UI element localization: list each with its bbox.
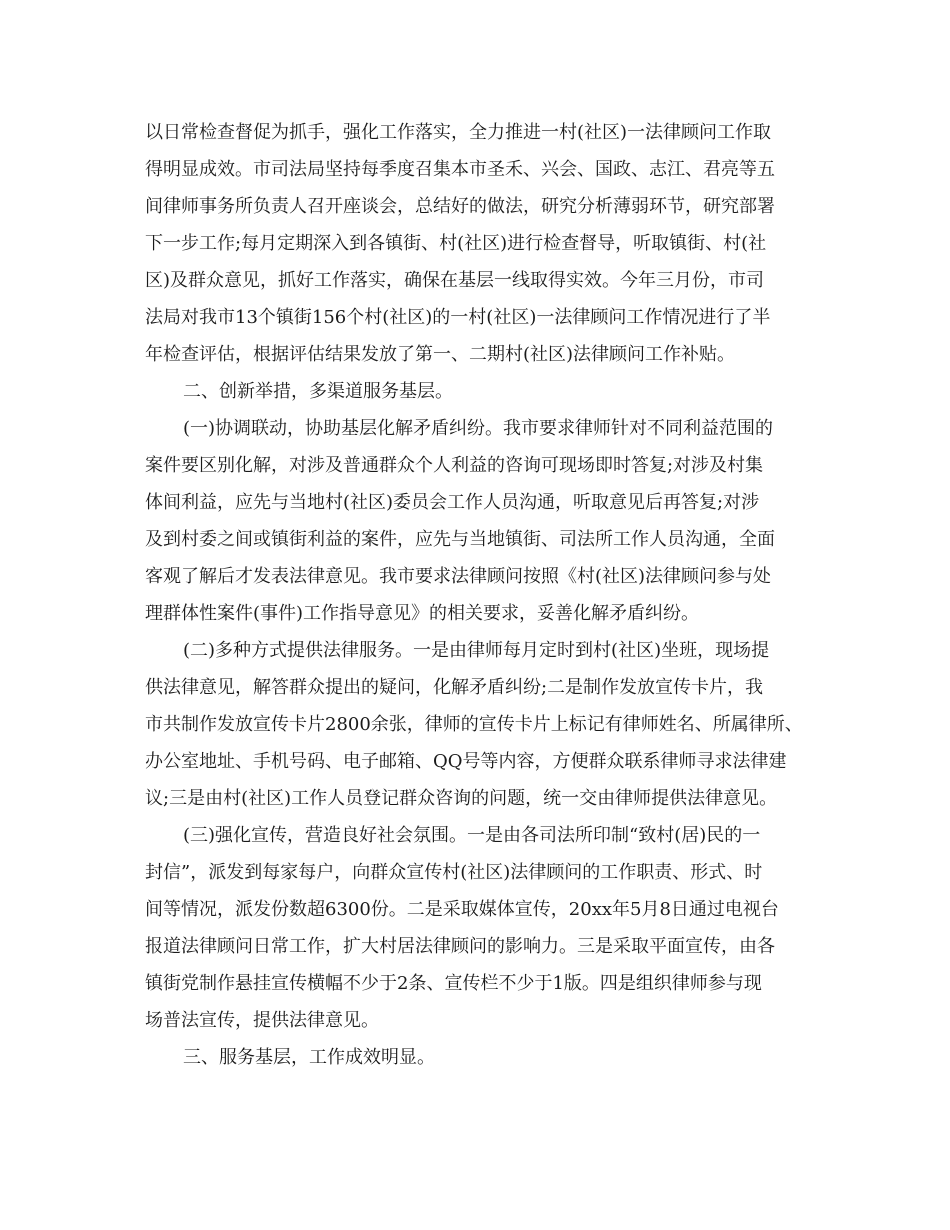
text-line: 市共制作发放宣传卡片2800余张，律师的宣传卡片上标记有律师姓名、所属律所、: [145, 714, 803, 735]
text-line: 体间利益，应先与当地村(社区)委员会工作人员沟通，听取意见后再答复;对涉: [145, 492, 760, 513]
text-line: 场普法宣传，提供法律意见。: [145, 1010, 379, 1031]
text-line: 以日常检查督促为抓手，强化工作落实，全力推进一村(社区)一法律顾问工作取: [145, 122, 772, 143]
text-line: 下一步工作;每月定期深入到各镇街、村(社区)进行检查督导，听取镇街、村(社: [145, 233, 767, 254]
text-line: (三)强化宣传，营造良好社会氛围。一是由各司法所印制“致村(居)民的一: [183, 825, 761, 846]
text-line: 镇街党制作悬挂宣传横幅不少于2条、宣传栏不少于1版。四是组织律师参与现: [145, 973, 762, 994]
text-line: 及到村委之间或镇街利益的案件，应先与当地镇街、司法所工作人员沟通，全面: [145, 529, 775, 550]
section-heading: 三、服务基层，工作成效明显。: [183, 1047, 435, 1068]
text-line: 案件要区别化解，对涉及普通群众个人利益的咨询可现场即时答复;对涉及村集: [145, 455, 764, 476]
text-line: 供法律意见，解答群众提出的疑问，化解矛盾纠纷;二是制作发放宣传卡片，我: [145, 677, 764, 698]
text-line: 议;三是由村(社区)工作人员登记群众咨询的问题，统一交由律师提供法律意见。: [145, 788, 778, 809]
section-heading: 二、创新举措，多渠道服务基层。: [183, 381, 453, 402]
text-line: (一)协调联动，协助基层化解矛盾纠纷。我市要求律师针对不同利益范围的: [183, 418, 774, 439]
text-line: (二)多种方式提供法律服务。一是由律师每月定时到村(社区)坐班，现场提: [183, 640, 770, 661]
text-line: 年检查评估，根据评估结果发放了第一、二期村(社区)法律顾问工作补贴。: [145, 344, 736, 365]
text-line: 办公室地址、手机号码、电子邮箱、QQ号等内容，方便群众联系律师寻求法律建: [145, 751, 787, 772]
text-line: 法局对我市13个镇街156个村(社区)的一村(社区)一法律顾问工作情况进行了半: [145, 307, 771, 328]
text-line: 封信”，派发到每家每户，向群众宣传村(社区)法律顾问的工作职责、形式、时: [145, 862, 763, 883]
text-line: 理群体性案件(事件)工作指导意见》的相关要求，妥善化解矛盾纠纷。: [145, 603, 700, 624]
text-line: 报道法律顾问日常工作，扩大村居法律顾问的影响力。三是采取平面宣传，由各: [145, 936, 775, 957]
text-line: 得明显成效。市司法局坚持每季度召集本市圣禾、兴会、国政、志江、君亮等五: [145, 159, 775, 180]
text-line: 客观了解后才发表法律意见。我市要求法律顾问按照《村(社区)法律顾问参与处: [145, 566, 772, 587]
text-line: 间律师事务所负责人召开座谈会，总结好的做法，研究分析薄弱环节，研究部署: [145, 196, 775, 217]
text-line: 间等情况，派发份数超6300份。二是采取媒体宣传，20xx年5月8日通过电视台: [145, 899, 779, 920]
text-line: 区)及群众意见，抓好工作落实，确保在基层一线取得实效。今年三月份，市司: [145, 270, 765, 291]
